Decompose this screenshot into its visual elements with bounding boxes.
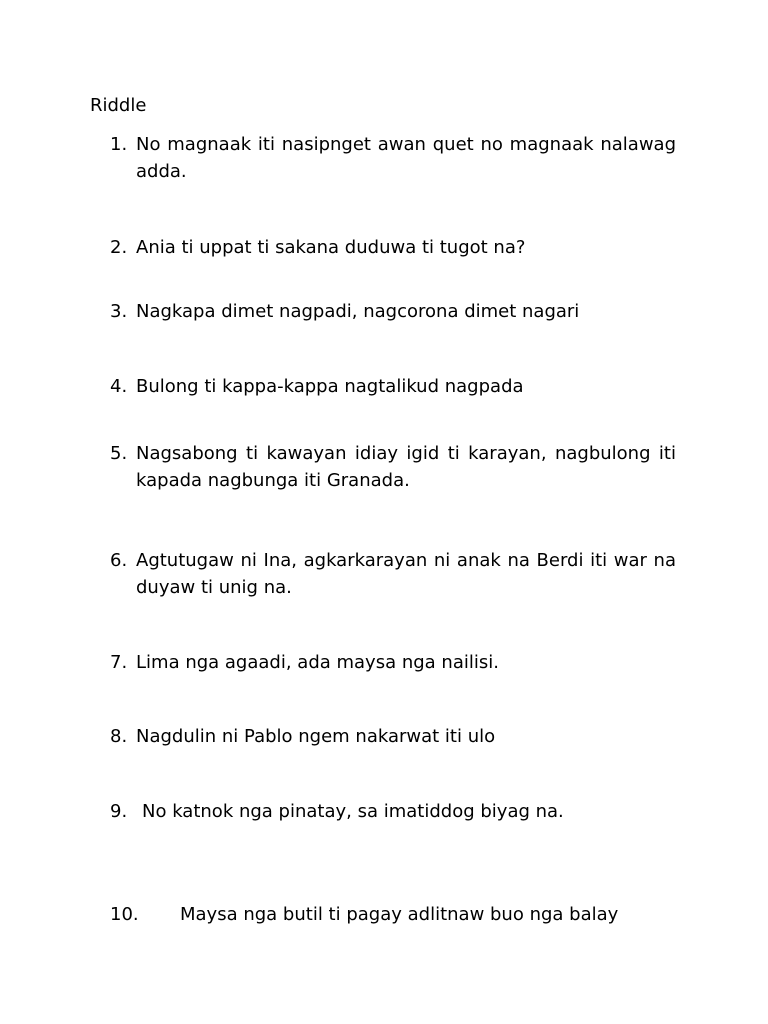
list-item [110,298,676,325]
list-item-text: Bulong ti kappa-kappa nagtalikud nagpada [136,376,524,397]
page-title: Riddle [90,95,147,116]
list-item-text: Nagsabong ti kawayan idiay igid ti karayan, nagbulong iti kapada nagbunga iti Granada. [136,443,676,491]
list-item-number: 6. [110,550,128,571]
list-item-number: 2. [110,237,128,258]
list-item [110,234,676,261]
list-item-number: 10. [110,904,139,925]
list-item [110,440,676,494]
list-item-number: 3. [110,301,128,322]
list-item [110,798,676,825]
list-item-text: Nagdulin ni Pablo ngem nakarwat iti ulo [136,726,496,747]
list-item-number: 4. [110,376,128,397]
list-item [110,131,676,185]
list-item [110,723,676,750]
list-item-text: No katnok nga pinatay, sa imatiddog biyag na. [142,801,564,822]
list-item-number: 8. [110,726,128,747]
list-item [110,547,676,601]
list-item-text: Ania ti uppat ti sakana duduwa ti tugot na? [136,237,526,258]
list-item-number: 1. [110,134,128,155]
list-item-number: 9. [110,801,128,822]
list-item-text: Lima nga agaadi, ada maysa nga nailisi. [136,652,499,673]
list-item-text: Nagkapa dimet nagpadi, nagcorona dimet nagari [136,301,580,322]
list-item-text: Agtutugaw ni Ina, agkarkarayan ni anak na Berdi iti war na duyaw ti unig na. [136,550,676,598]
list-item-text: Maysa nga butil ti pagay adlitnaw buo nga balay [180,904,619,925]
list-item [110,649,676,676]
list-item-text: No magnaak iti nasipnget awan quet no magnaak nalawag adda. [136,134,676,182]
list-item [110,901,676,928]
list-item [110,373,676,400]
list-item-number: 7. [110,652,128,673]
list-item-number: 5. [110,443,128,464]
